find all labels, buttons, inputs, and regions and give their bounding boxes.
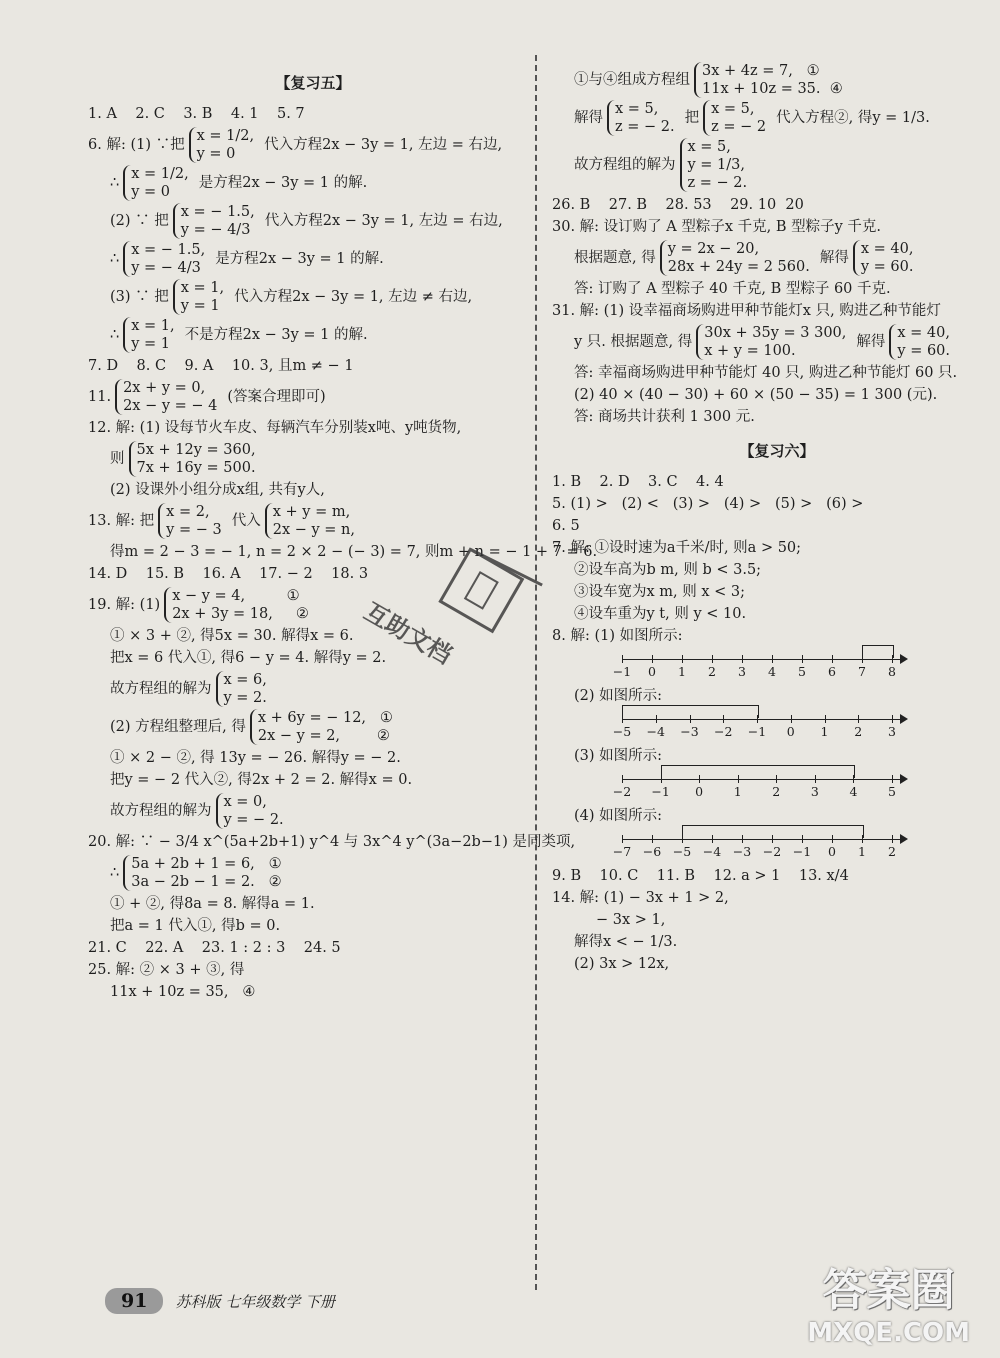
number-line-arrow: [900, 834, 908, 844]
text-line: 答: 商场共计获利 1 300 元.: [574, 409, 755, 425]
number-line-tick: [772, 655, 773, 663]
number-line-label: 1: [733, 784, 742, 799]
equation-system: x = 1, y = 1: [123, 317, 180, 353]
number-line-tick: [791, 715, 792, 723]
text-line: 11x + 10z = 35, ④: [110, 984, 256, 1000]
math-line: 11. 2x + y = 0, 2x − y = − 4 (答案合理即可): [88, 380, 326, 414]
section-heading-review-6: 【复习六】: [739, 442, 815, 460]
text-line: 12. 解: (1) 设每节火车皮、每辆汽车分别装x吨、y吨货物,: [88, 420, 462, 436]
number-line-label: −5: [672, 844, 692, 859]
math-line: ①与④组成方程组 3x + 4z = 7, ① 11x + 10z = 35. ④: [552, 62, 1000, 98]
number-line-arrow: [900, 654, 908, 664]
equation-system: x = 5, z = − 2.: [607, 100, 681, 136]
equation-system: x = 0, y = − 2.: [216, 793, 290, 829]
text-line: 20. 解: ∵ − 3/4 x^(5a+2b+1) y^4 与 3x^4 y^(3a−2b−1) 是同类项,: [88, 834, 576, 850]
number-line-label: 1: [678, 664, 686, 679]
number-line-tick: [825, 715, 826, 723]
solution-segment: [661, 765, 856, 778]
number-line-label: −2: [612, 784, 632, 799]
equation-system: 5a + 2b + 1 = 6, ① 3a − 2b − 1 = 2. ②: [123, 855, 287, 891]
number-line-3: [612, 771, 902, 801]
text-line: (2) 3x > 12x,: [574, 956, 670, 972]
number-line-tick: [712, 655, 713, 663]
number-line-tick: [622, 835, 623, 843]
equation-system: 3x + 4z = 7, ① 11x + 10z = 35. ④: [694, 62, 849, 98]
number-line-label: 4: [849, 784, 858, 799]
number-line-2: [612, 711, 902, 741]
number-line-4: [612, 831, 902, 861]
watermark-logo: 答案圈: [822, 1265, 955, 1316]
number-line-label: 2: [772, 784, 781, 799]
answer-line: 1. A 2. C 3. B 4. 1 5. 7: [88, 106, 305, 122]
number-line-label: 5: [798, 664, 806, 679]
number-line-label: 1: [858, 844, 866, 859]
equation-system: x = 2, y = − 3: [158, 503, 228, 539]
number-line-label: −4: [646, 724, 665, 739]
number-line-tick: [742, 655, 743, 663]
text-line: 把x = 6 代入①, 得6 − y = 4. 解得y = 2.: [110, 650, 387, 666]
page-footer: [105, 1288, 335, 1314]
equation-system: x + 6y = − 12, ① 2x − y = 2, ②: [250, 709, 399, 745]
equation-system: x = 1, y = 1: [173, 279, 230, 315]
number-line-tick: [802, 655, 803, 663]
equation-system: x = 1/2, y = 0: [189, 127, 261, 163]
number-line-label: 3: [888, 724, 896, 739]
number-line-label: −3: [732, 844, 752, 859]
number-line-label: 0: [648, 664, 656, 679]
page-number: 91: [105, 1288, 163, 1314]
math-line: 19. 解: (1) x − y = 4, ① 2x + 3y = 18, ②: [88, 587, 538, 623]
equation-system: 5x + 12y = 360, 7x + 16y = 500.: [129, 441, 262, 477]
number-line-tick: [652, 655, 653, 663]
answer-line: 1. B 2. D 3. C 4. 4: [552, 474, 724, 490]
number-line-label: −5: [612, 724, 632, 739]
text-line: 答: 幸福商场购进甲种节能灯 40 只, 购进乙种节能灯 60 只.: [574, 365, 958, 381]
math-line: 则 5x + 12y = 360, 7x + 16y = 500.: [88, 441, 538, 477]
number-line-label: 1: [820, 724, 829, 739]
number-line-label: −1: [612, 664, 632, 679]
number-line-label: −2: [762, 844, 782, 859]
number-line-label: −1: [747, 724, 767, 739]
math-line: 解得 x = 5, z = − 2. 把 x = 5, z = − 2 代入方程②, 得y = 1/3.: [574, 101, 930, 135]
math-line: 故方程组的解为 x = 5, y = 1/3, z = − 2.: [552, 138, 1000, 192]
text-line: 把a = 1 代入①, 得b = 0.: [110, 918, 281, 934]
number-line-label: 2: [708, 664, 716, 679]
equation-system: x = 40, y = 60.: [853, 240, 920, 276]
solution-segment: [622, 705, 759, 718]
number-line-axis: [622, 659, 902, 660]
number-line-label: 5: [888, 784, 896, 799]
number-line-label: −7: [612, 844, 632, 859]
number-line-label: 6: [828, 664, 836, 679]
section-heading-review-5: 【复习五】: [275, 74, 351, 92]
math-line: 故方程组的解为 x = 6, y = 2.: [88, 671, 538, 707]
text-line: (3) 如图所示:: [574, 748, 663, 764]
text-line: 30. 解: 设订购了 A 型粽子x 千克, B 型粽子y 千克.: [552, 219, 882, 235]
number-line-arrow: [900, 714, 908, 724]
math-line: 故方程组的解为 x = 0, y = − 2.: [88, 793, 538, 829]
answer-line: 5. (1) > (2) < (3) > (4) > (5) > (6) >: [552, 496, 864, 512]
number-line-label: −2: [714, 724, 733, 739]
number-line-tick: [892, 775, 893, 783]
math-line: y 只. 根据题意, 得 30x + 35y = 3 300, x + y = 100. 解得 x = 40, y = 60.: [552, 324, 1000, 360]
number-line-label: 0: [695, 784, 704, 799]
watermark-url: MXQE.COM: [807, 1318, 970, 1348]
text-line: 解得x < − 1/3.: [574, 934, 678, 950]
equation-system: 2x + y = 0, 2x − y = − 4: [115, 379, 223, 415]
text-line: ④设车重为y t, 则 y < 10.: [574, 606, 747, 622]
number-line-tick: [682, 655, 683, 663]
answer-line: 6. 5: [552, 518, 580, 534]
text-line: 25. 解: ② × 3 + ③, 得: [88, 962, 245, 978]
watermark: [807, 1254, 970, 1348]
number-line-label: 4: [768, 664, 776, 679]
text-line: 把y = − 2 代入②, 得2x + 2 = 2. 解得x = 0.: [110, 772, 413, 788]
number-line-label: −4: [702, 844, 722, 859]
solution-segment: [682, 825, 864, 838]
text-line: (4) 如图所示:: [574, 808, 663, 824]
number-line-1: [612, 651, 902, 681]
equation-system: x = − 1.5, y = − 4/3: [173, 203, 261, 239]
number-line-axis: [622, 719, 902, 720]
math-line: (2) ∵ 把 x = − 1.5, y = − 4/3 代入方程2x − 3y = 1, 左边 = 右边,: [110, 204, 503, 238]
footer-title: 苏科版 七年级数学 下册: [175, 1292, 335, 1311]
text-line: 得m = 2 − 3 = − 1, n = 2 × 2 − (− 3) = 7, 则m + n = − 1 + 7 = 6.: [110, 544, 598, 560]
math-line: ∴ 5a + 2b + 1 = 6, ① 3a − 2b − 1 = 2. ②: [88, 855, 538, 891]
number-line-label: 3: [810, 784, 819, 799]
number-line-label: 0: [786, 724, 795, 739]
solution-segment: [862, 645, 894, 658]
equation-system: x + y = m, 2x − y = n,: [265, 503, 361, 539]
equation-system: x = 5, z = − 2: [703, 100, 772, 136]
number-line-label: 2: [854, 724, 863, 739]
answer-line: 14. D 15. B 16. A 17. − 2 18. 3: [88, 566, 369, 582]
text-line: 31. 解: (1) 设幸福商场购进甲种节能灯x 只, 购进乙种节能灯: [552, 303, 941, 319]
math-line: ∴ x = 1/2, y = 0 是方程2x − 3y = 1 的解.: [110, 166, 368, 200]
text-line: ③设车宽为x m, 则 x < 3;: [574, 584, 746, 600]
number-line-tick: [652, 835, 653, 843]
number-line-label: −3: [680, 724, 699, 739]
number-line-label: −1: [651, 784, 670, 799]
math-line: 6. 解: (1) ∵把 x = 1/2, y = 0 代入方程2x − 3y = 1, 左边 = 右边,: [88, 128, 503, 162]
math-line: (2) 方程组整理后, 得 x + 6y = − 12, ① 2x − y = 2, ②: [88, 709, 538, 745]
number-line-label: 8: [888, 664, 896, 679]
number-line-tick: [892, 715, 893, 723]
number-line-tick: [832, 655, 833, 663]
text-line: ① × 2 − ②, 得 13y = − 26. 解得y = − 2.: [110, 750, 401, 766]
math-line: ∴ x = 1, y = 1 不是方程2x − 3y = 1 的解.: [110, 318, 368, 352]
right-column: [552, 60, 1000, 975]
text-line: (2) 设课外小组分成x组, 共有y人,: [110, 482, 325, 498]
stamp-label: 互助文档: [359, 596, 458, 670]
math-line: ∴ x = − 1.5, y = − 4/3 是方程2x − 3y = 1 的解.: [110, 242, 384, 276]
text-line: (2) 40 × (40 − 30) + 60 × (50 − 35) = 1 300 (元).: [574, 387, 938, 403]
text-line: 答: 订购了 A 型粽子 40 千克, B 型粽子 60 千克.: [574, 281, 891, 297]
math-line: 13. 解: 把 x = 2, y = − 3 代入 x + y = m, 2x − y = n,: [88, 503, 538, 539]
equation-system: x − y = 4, ① 2x + 3y = 18, ②: [164, 587, 315, 623]
math-line: (3) ∵ 把 x = 1, y = 1 代入方程2x − 3y = 1, 左边 ≠ 右边,: [110, 280, 473, 314]
number-line-label: 7: [858, 664, 866, 679]
equation-system: y = 2x − 20, 28x + 24y = 2 560.: [660, 240, 816, 276]
answer-line: 26. B 27. B 28. 53 29. 10 20: [552, 197, 804, 213]
math-line: 根据题意, 得 y = 2x − 20, 28x + 24y = 2 560. 解得 x = 40, y = 60.: [552, 240, 1000, 276]
number-line-tick: [622, 775, 623, 783]
number-line-tick: [892, 835, 893, 843]
text-line: ① × 3 + ②, 得5x = 30. 解得x = 6.: [110, 628, 354, 644]
answer-line: 7. D 8. C 9. A 10. 3, 且m ≠ − 1: [88, 358, 354, 374]
text-line: ① + ②, 得8a = 8. 解得a = 1.: [110, 896, 315, 912]
text-line: ②设车高为b m, 则 b < 3.5;: [574, 562, 762, 578]
number-line-label: 0: [828, 844, 836, 859]
number-line-tick: [858, 715, 859, 723]
equation-system: x = 5, y = 1/3, z = − 2.: [680, 138, 754, 192]
number-line-arrow: [900, 774, 908, 784]
equation-system: 30x + 35y = 3 300, x + y = 100.: [696, 324, 852, 360]
equation-system: x = 40, y = 60.: [889, 324, 956, 360]
number-line-label: 3: [738, 664, 746, 679]
text-line: (2) 如图所示:: [574, 688, 663, 704]
text-line: 7. 解: ①设时速为a千米/时, 则a > 50;: [552, 540, 802, 556]
answer-line: 9. B 10. C 11. B 12. a > 1 13. x/4: [552, 868, 849, 884]
number-line-label: 2: [888, 844, 896, 859]
text-line: 14. 解: (1) − 3x + 1 > 2,: [552, 890, 729, 906]
text-line: 8. 解: (1) 如图所示:: [552, 628, 683, 644]
number-line-label: −6: [642, 844, 662, 859]
equation-system: x = − 1.5, y = − 4/3: [123, 241, 211, 277]
number-line-axis: [622, 839, 902, 840]
equation-system: x = 1/2, y = 0: [123, 165, 195, 201]
text-line: − 3x > 1,: [596, 912, 666, 928]
number-line-axis: [622, 779, 902, 780]
equation-system: x = 6, y = 2.: [216, 671, 273, 707]
answer-line: 21. C 22. A 23. 1 : 2 : 3 24. 5: [88, 940, 341, 956]
number-line-label: −1: [792, 844, 812, 859]
number-line-tick: [622, 655, 623, 663]
